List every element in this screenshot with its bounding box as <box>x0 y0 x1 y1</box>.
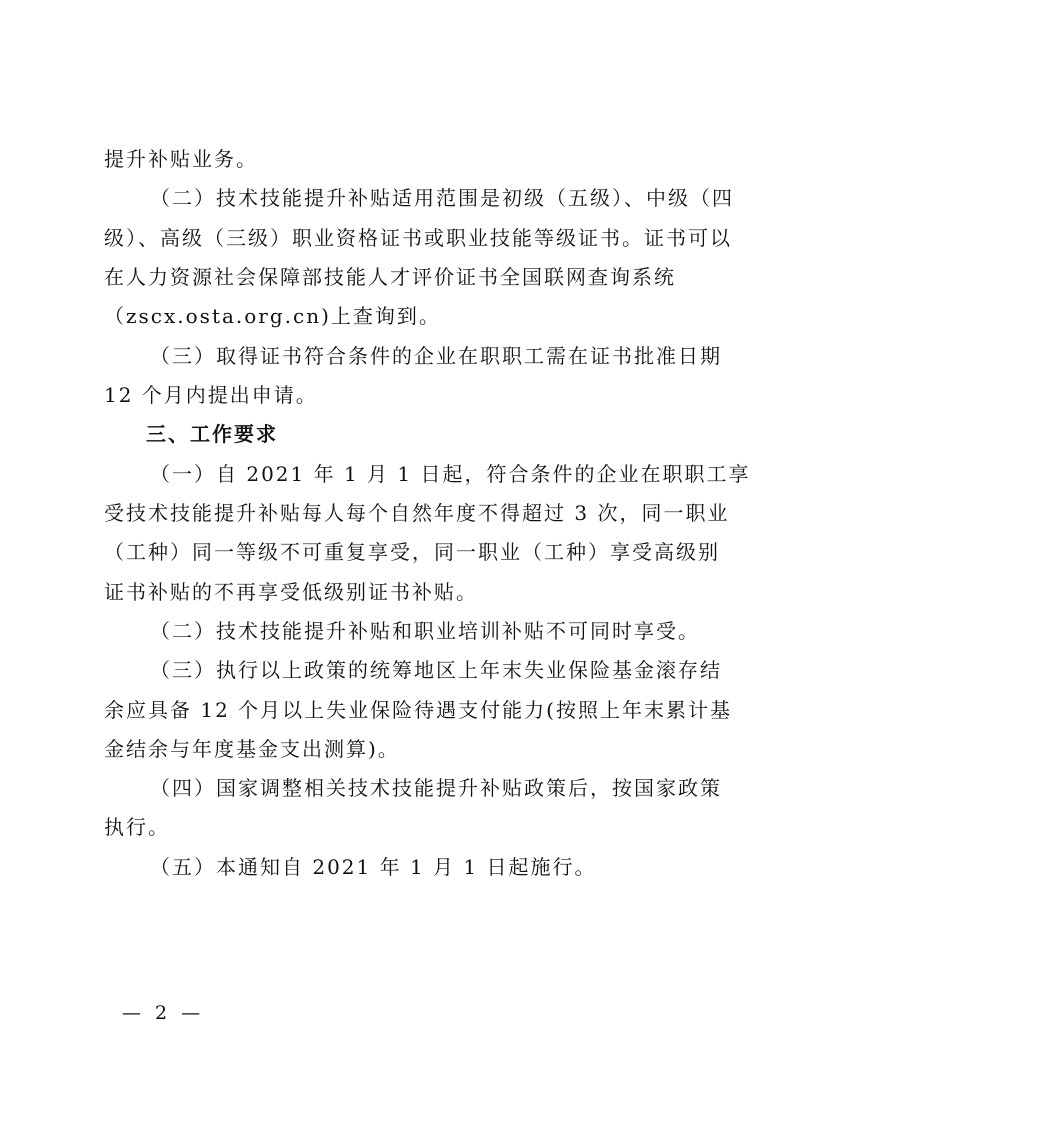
section-heading: 三、工作要求 <box>146 422 278 446</box>
body-line: （三）取得证书符合条件的企业在职职工需在证书批准日期 <box>150 344 722 368</box>
body-line: （一）自 2021 年 1 月 1 日起，符合条件的企业在职职工享 <box>150 462 751 486</box>
body-line: 受技术技能提升补贴每人每个自然年度不得超过 3 次，同一职业 <box>104 501 730 525</box>
body-line: 证书补贴的不再享受低级别证书补贴。 <box>104 580 478 604</box>
body-line: （五）本通知自 2021 年 1 月 1 日起施行。 <box>150 855 597 879</box>
body-line: 执行。 <box>104 815 170 839</box>
body-line: 12 个月内提出申请。 <box>104 383 318 407</box>
body-line: 提升补贴业务。 <box>104 147 258 171</box>
body-line: （二）技术技能提升补贴和职业培训补贴不可同时享受。 <box>150 619 700 643</box>
body-line: （三）执行以上政策的统筹地区上年末失业保险基金滚存结 <box>150 658 722 682</box>
body-line: （工种）同一等级不可重复享受，同一职业（工种）享受高级别 <box>104 540 720 564</box>
body-line: （二）技术技能提升补贴适用范围是初级（五级）、中级（四 <box>150 186 734 210</box>
body-line: （zscx.osta.org.cn)上查询到。 <box>104 304 441 328</box>
body-line: 在人力资源社会保障部技能人才评价证书全国联网查询系统 <box>104 265 676 289</box>
body-line: 级）、高级（三级）职业资格证书或职业技能等级证书。证书可以 <box>104 226 732 250</box>
page-number: — 2 — <box>122 1002 205 1024</box>
body-line: 余应具备 12 个月以上失业保险待遇支付能力(按照上年末累计基 <box>104 698 732 722</box>
body-line: （四）国家调整相关技术技能提升补贴政策后，按国家政策 <box>150 776 722 800</box>
body-line: 金结余与年度基金支出测算)。 <box>104 737 400 761</box>
